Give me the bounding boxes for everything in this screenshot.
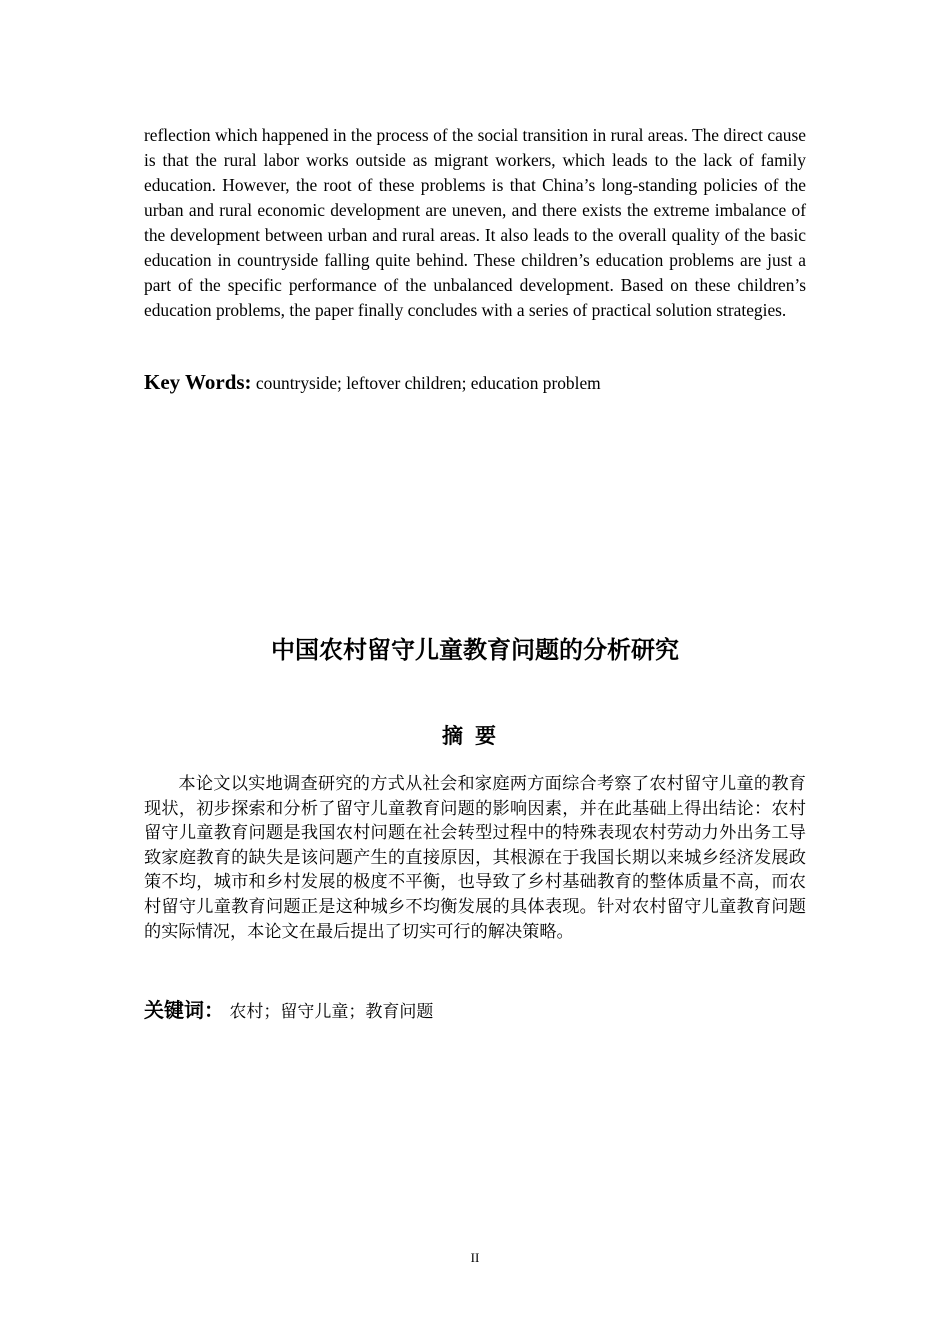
english-keywords-label: Key Words: [144, 370, 252, 394]
chinese-keywords-value: 农村；留守儿童；教育问题 [229, 1002, 434, 1022]
page-number: II [470, 1250, 480, 1265]
chinese-abstract-body: 本论文以实地调查研究的方式从社会和家庭两方面综合考察了农村留守儿童的教育现状，初步探索和分析了留守儿童教育问题的影响因素，并在此基础上得出结论：农村留守儿童教育问题是我国农村问题在社会转型过程中的特殊表现农村劳动力外出务工导致家庭教育的缺失是该问题产生的直接原因，其根源在于我国长期以来城乡经济发展政策不均，城市和乡村发展的极度不平衡，也导致了乡村基础教育的整体质量不高，而农村留守儿童教育问题正是这种城乡不均衡发展的具体表现。针对农村留守儿童教育问题的实际情况，本论文在最后提出了切实可行的解决策略。 [144, 774, 806, 942]
english-keywords [144, 370, 806, 395]
chinese-title: 中国农村留守儿童教育问题的分析研究 [271, 636, 679, 664]
chinese-abstract-heading: 摘要 [442, 724, 508, 748]
english-abstract-body: reflection which happened in the process of the social transition in rural areas. The direct cause is that the rural labor works outside as migrant workers, which leads to the lack of family education. However, the root of these problems is that China’s long-standing policies of the urban and rural economic development are uneven, and there exists the extreme imbalance of the development between urban and rural areas. It also leads to the overall quality of the basic education in countryside falling quite behind. These children’s education problems are just a part of the specific performance of the unbalanced development. Based on these children’s education problems, the paper finally concludes with a series of practical solution strategies. [144, 125, 806, 320]
chinese-keywords-label: 关键词： [144, 998, 224, 1022]
chinese-keywords [144, 994, 806, 1023]
english-keywords-value: countryside; leftover children; education problem [255, 373, 601, 393]
